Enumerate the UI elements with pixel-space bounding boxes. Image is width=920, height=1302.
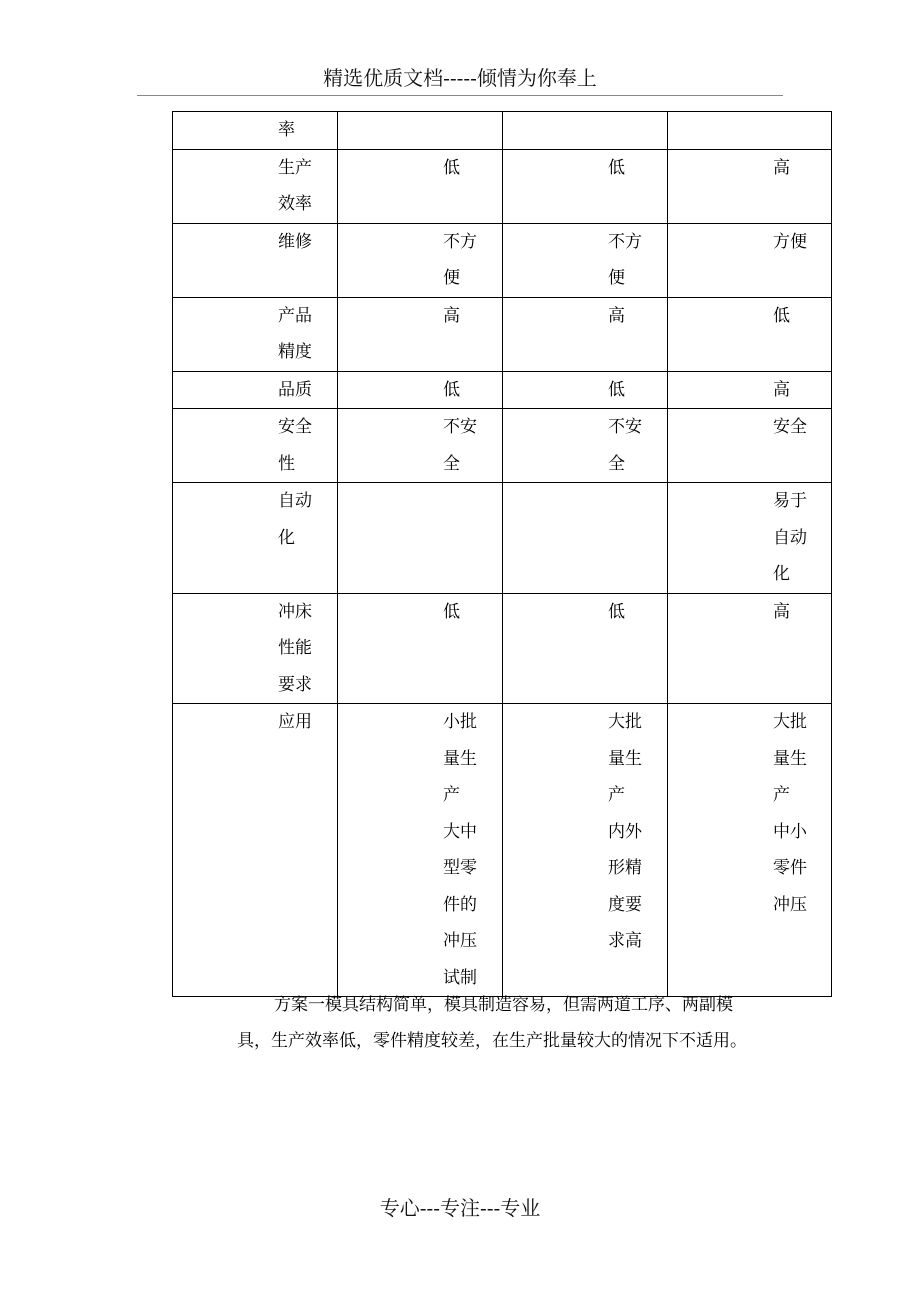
table-cell: 方便 [668,223,832,297]
table-cell-label: 应用 [173,704,338,997]
table-cell: 不方 便 [503,223,668,297]
table-cell: 低 [503,371,668,409]
table-cell [338,112,503,150]
paragraph-line-1: 方案一模具结构简单，模具制造容易，但需两道工序、两副模 [274,995,733,1015]
table-row [173,223,832,297]
table-cell: 不方 便 [338,223,503,297]
table-row [173,483,832,594]
table-cell: 高 [668,593,832,704]
table-row [173,371,832,409]
paragraph-line-2: 具，生产效率低，零件精度较差，在生产批量较大的情况下不适用。 [237,1031,747,1051]
table-cell: 易于 自动 化 [668,483,832,594]
table-cell-label: 生产 效率 [173,149,338,223]
table-row [173,409,832,483]
page-footer: 专心---专注---专业 [379,1196,541,1220]
table-cell: 低 [338,593,503,704]
table-cell: 高 [668,149,832,223]
table-cell-label: 自动 化 [173,483,338,594]
table-row [173,112,832,150]
table-cell: 低 [503,593,668,704]
table-cell: 低 [338,371,503,409]
table-cell: 高 [338,297,503,371]
table-cell [503,483,668,594]
table-row [173,149,832,223]
table-cell: 安全 [668,409,832,483]
table-row [173,704,832,997]
table-cell [503,112,668,150]
page-header-title: 精选优质文档-----倾情为你奉上 [323,66,597,90]
table-cell: 低 [668,297,832,371]
table-cell [668,112,832,150]
table-row [173,297,832,371]
table-cell: 高 [503,297,668,371]
table-cell [338,483,503,594]
table-cell-label: 安全 性 [173,409,338,483]
table-cell-label: 率 [173,112,338,150]
table-cell: 低 [503,149,668,223]
table-cell: 不安 全 [503,409,668,483]
table-cell: 不安 全 [338,409,503,483]
table-cell: 大批 量生 产 内外 形精 度要 求高 [503,704,668,997]
table-cell-label: 产品 精度 [173,297,338,371]
table-cell-label: 冲床 性能 要求 [173,593,338,704]
table-cell: 小批 量生 产 大中 型零 件的 冲压 试制 [338,704,503,997]
table-cell: 大批 量生 产 中小 零件 冲压 [668,704,832,997]
table-cell: 高 [668,371,832,409]
table-cell-label: 维修 [173,223,338,297]
comparison-table [172,111,832,997]
table-cell-label: 品质 [173,371,338,409]
header-divider [137,95,783,96]
table-row [173,593,832,704]
table-cell: 低 [338,149,503,223]
